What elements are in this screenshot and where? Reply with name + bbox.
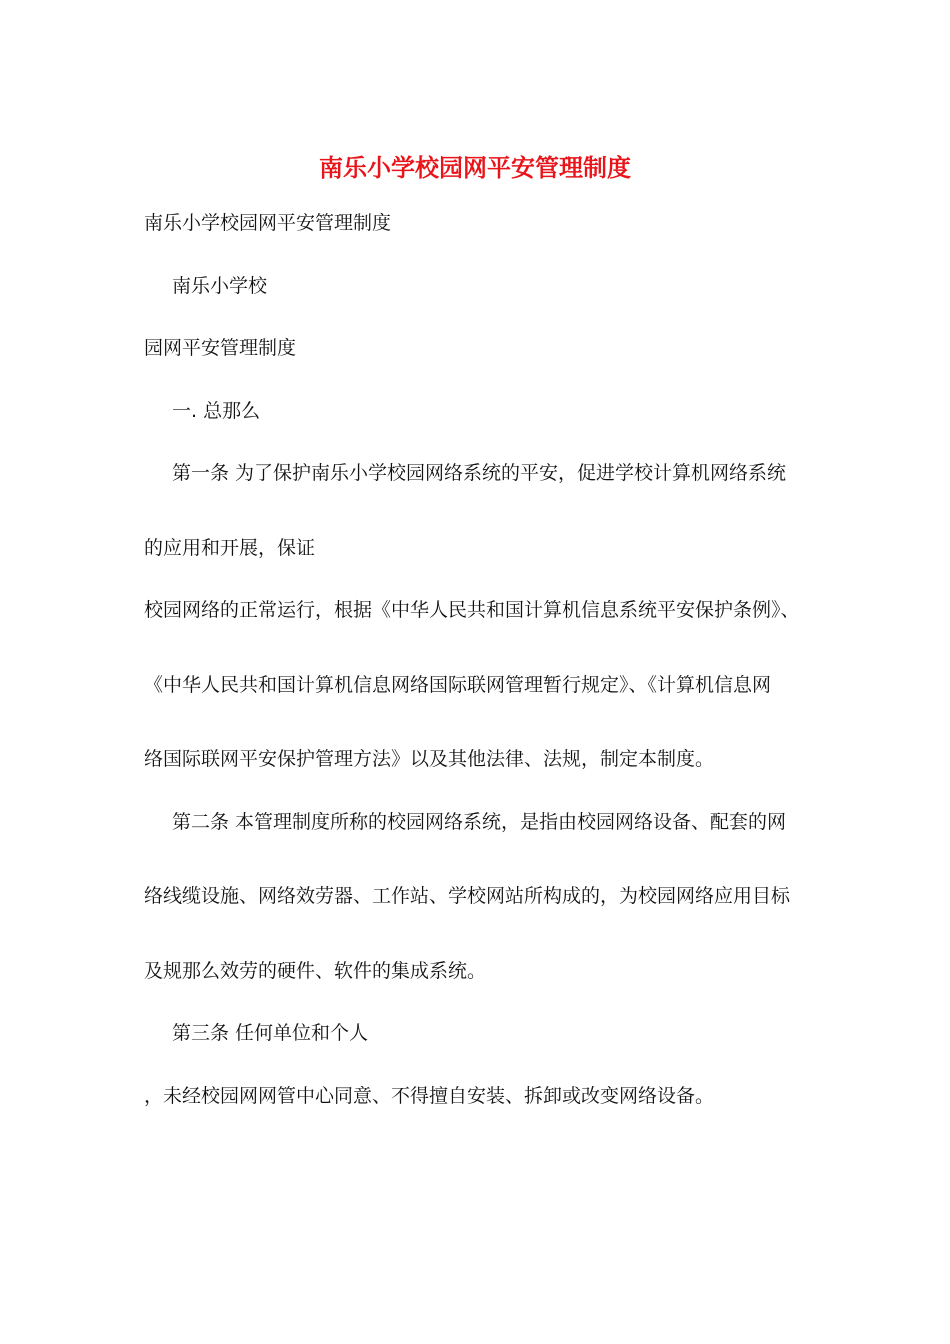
doc-line-10: 第二条 本管理制度所称的校园网络系统，是指由校园网络设备、配套的网 [172, 811, 787, 833]
doc-line-11: 络线缆设施、网络效劳器、工作站、学校网站所构成的，为校园网络应用目标 [144, 885, 791, 907]
doc-line-7: 校园网络的正常运行，根据《中华人民共和国计算机信息系统平安保护条例》、 [144, 599, 800, 621]
doc-line-3: 园网平安管理制度 [144, 337, 297, 359]
doc-line-14: ，未经校园网网管中心同意、不得擅自安装、拆卸或改变网络设备。 [144, 1085, 715, 1107]
doc-line-4: 一. 总那么 [172, 400, 261, 422]
doc-line-5: 第一条 为了保护南乐小学校园网络系统的平安，促进学校计算机网络系统 [172, 462, 787, 484]
doc-line-12: 及规那么效劳的硬件、软件的集成系统。 [144, 960, 487, 982]
doc-line-6: 的应用和开展，保证 [144, 537, 316, 559]
doc-line-9: 络国际联网平安保护管理方法》以及其他法律、法规，制定本制度。 [144, 748, 715, 770]
doc-line-13: 第三条 任何单位和个人 [172, 1022, 369, 1044]
doc-line-1: 南乐小学校园网平安管理制度 [144, 212, 392, 234]
document-title: 南乐小学校园网平安管理制度 [319, 154, 631, 182]
doc-line-2: 南乐小学校 [172, 275, 268, 297]
doc-line-8: 《中华人民共和国计算机信息网络国际联网管理暂行规定》、《计算机信息网 [144, 674, 772, 696]
